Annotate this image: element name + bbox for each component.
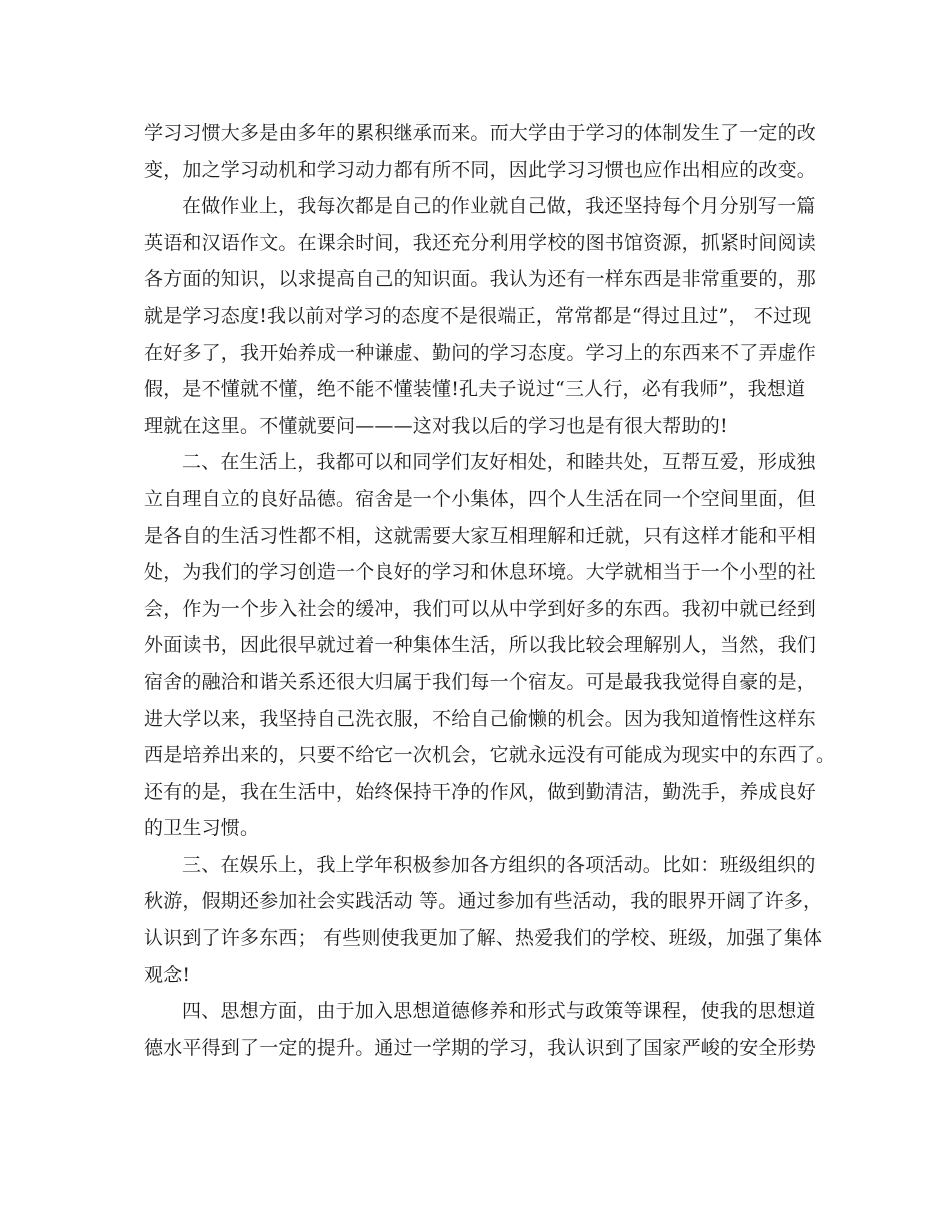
text-line: 还有的是，我在生活中，始终保持干净的作风，做到勤清洁，勤洗手，养成良好: [144, 780, 817, 803]
text-line: 英语和汉语作文。在课余时间，我还充分利用学校的图书馆资源，抓紧时间阅读: [144, 231, 817, 254]
text-line: 处，为我们的学习创造一个良好的学习和休息环境。大学就相当于一个小型的社: [144, 561, 817, 584]
paragraph-start-line: 二、在生活上，我都可以和同学们友好相处，和睦共处，互帮互爱，形成独: [182, 451, 816, 474]
text-line: 秋游，假期还参加社会实践活动 等。通过参加有些活动，我的眼界开阔了许多，: [144, 890, 823, 913]
paragraph-start-line: 在做作业上，我每次都是自己的作业就自己做，我还坚持每个月分别写一篇: [182, 195, 816, 218]
text-line: 就是学习态度!我以前对学习的态度不是很端正，常常都是“得过且过”， 不过现: [144, 304, 812, 327]
text-line: 进大学以来，我坚持自己洗衣服，不给自己偷懒的机会。因为我知道惰性这样东: [144, 707, 817, 730]
text-line: 外面读书，因此很早就过着一种集体生活，所以我比较会理解别人，当然，我们: [144, 634, 817, 657]
text-line: 理就在这里。不懂就要问———这对我以后的学习也是有很大帮助的!: [144, 414, 728, 437]
text-line: 各方面的知识，以求提高自己的知识面。我认为还有一样东西是非常重要的，那: [144, 268, 817, 291]
text-line: 西是培养出来的，只要不给它一次机会，它就永远没有可能成为现实中的东西了。: [144, 744, 836, 767]
text-line: 会，作为一个步入社会的缓冲，我们可以从中学到好多的东西。我初中就已经到: [144, 597, 817, 620]
text-line: 学习习惯大多是由多年的累积继承而来。而大学由于学习的体制发生了一定的改: [144, 122, 817, 144]
text-line: 观念!: [144, 963, 191, 986]
text-line: 在好多了，我开始养成一种谦虚、勤问的学习态度。学习上的东西来不了弄虚作: [144, 341, 817, 364]
text-line: 宿舍的融洽和谐关系还很大归属于我们每一个宿友。可是最我我觉得自豪的是，: [144, 670, 817, 693]
text-line: 德水平得到了一定的提升。通过一学期的学习，我认识到了国家严峻的安全形势: [144, 1036, 817, 1059]
text-line: 变，加之学习动机和学习动力都有所不同，因此学习习惯也应作出相应的改变。: [144, 158, 817, 181]
text-line: 假，是不懂就不懂，绝不能不懂装懂!孔夫子说过“三人行，必有我师”，我想道: [144, 378, 806, 401]
text-line: 的卫生习惯。: [144, 817, 260, 840]
text-line: 是各自的生活习性都不相，这就需要大家互相理解和迁就，只有这样才能和平相: [144, 524, 817, 547]
text-line: 认识到了许多东西； 有些则使我更加了解、热爱我们的学校、班级，加强了集体: [144, 927, 823, 950]
text-line: 立自理自立的良好品德。宿舍是一个小集体，四个人生活在同一个空间里面，但: [144, 487, 817, 510]
document-body: [144, 115, 836, 1066]
paragraph-start-line: 三、在娱乐上，我上学年积极参加各方组织的各项活动。比如：班级组织的: [182, 853, 816, 876]
paragraph-start-line: 四、思想方面，由于加入思想道德修养和形式与政策等课程，使我的思想道: [182, 1000, 816, 1023]
